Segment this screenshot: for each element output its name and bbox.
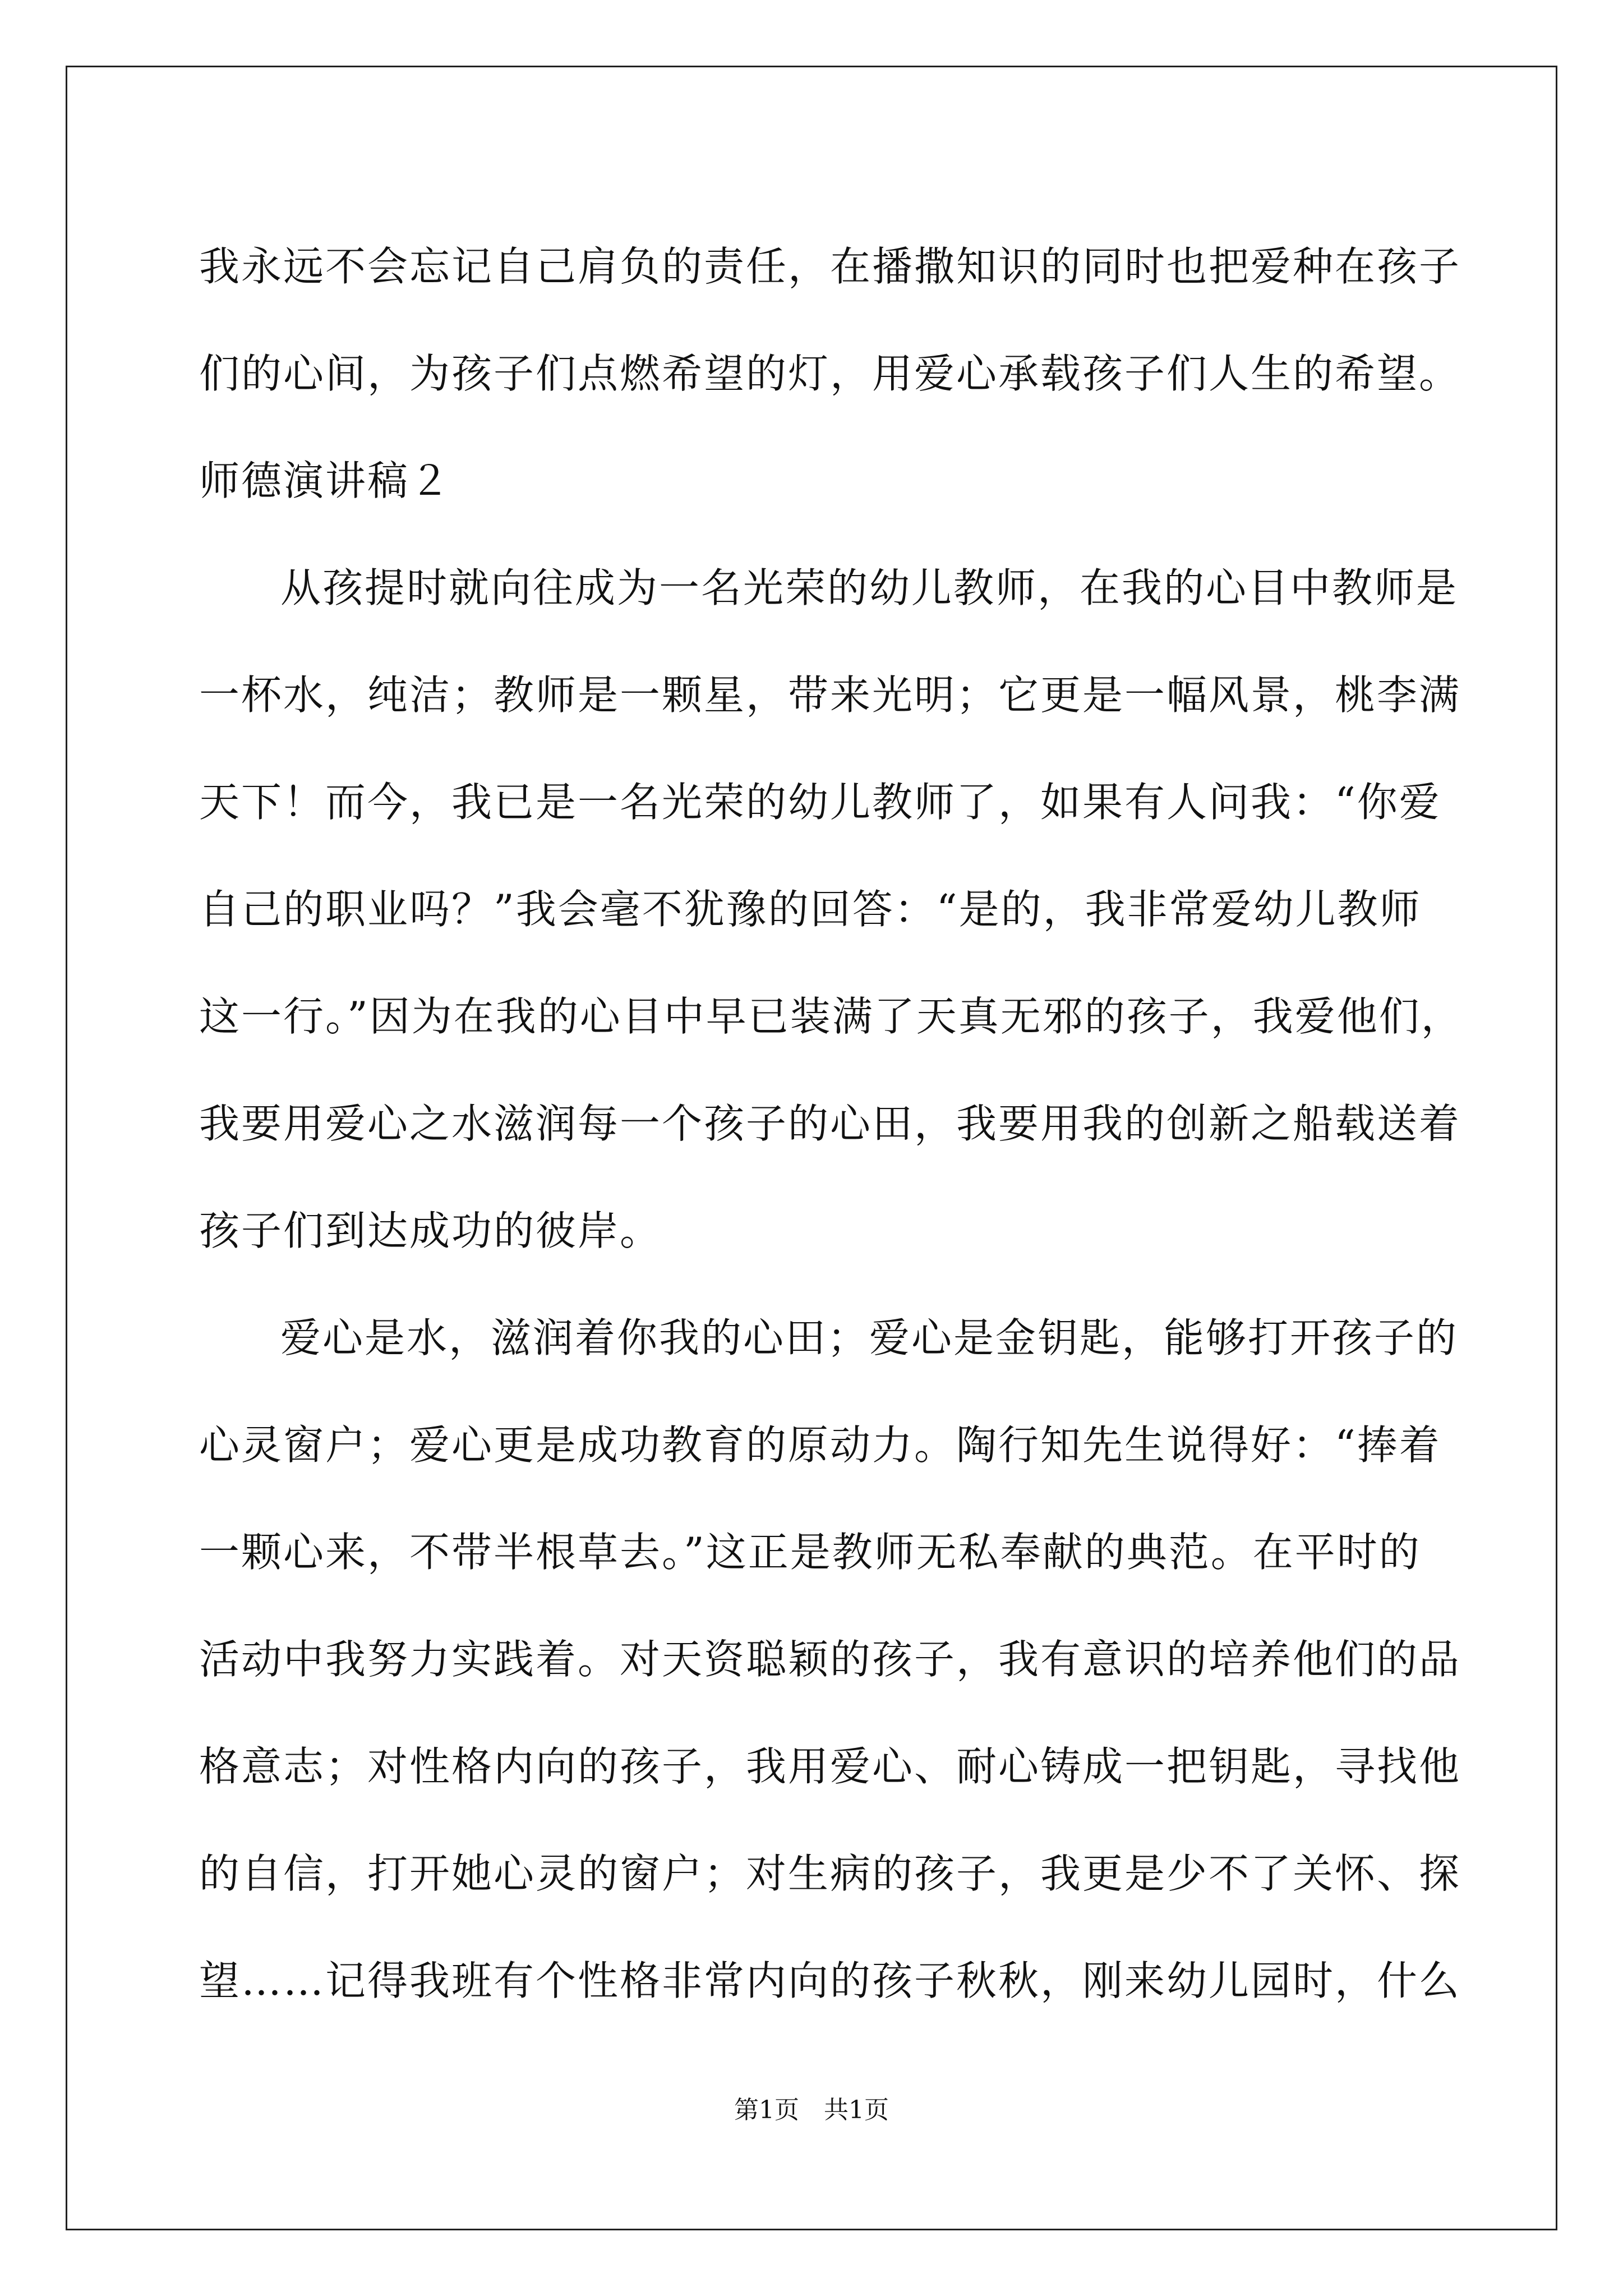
page-footer	[0, 2090, 1623, 2125]
document-body	[199, 213, 1463, 2035]
page-number: 第1页 共1页	[734, 2096, 889, 2124]
text-line: 心灵窗户；爱心更是成功教育的原动力。陶行知先生说得好：“捧着	[199, 1421, 1441, 1469]
text-line: 活动中我努力实践着。对天资聪颖的孩子，我有意识的培养他们的品	[199, 1636, 1461, 1683]
text-line: 格意志；对性格内向的孩子，我用爱心、耐心铸成一把钥匙，寻找他	[199, 1743, 1461, 1790]
text-line: 望……记得我班有个性格非常内向的孩子秋秋，刚来幼儿园时，什么	[199, 1957, 1461, 2004]
section-heading: 师德演讲稿２	[199, 457, 452, 504]
text-line: 这一行。”因为在我的心目中早已装满了天真无邪的孩子，我爱他们，	[199, 993, 1463, 1040]
text-line: 孩子们到达成功的彼岸。	[199, 1207, 662, 1254]
text-line: 们的心间，为孩子们点燃希望的灯，用爱心承载孩子们人生的希望。	[199, 350, 1461, 397]
text-line: 我永远不会忘记自己肩负的责任，在播撒知识的同时也把爱种在孩子	[199, 243, 1461, 290]
text-line: 自己的职业吗？”我会毫不犹豫的回答：“是的，我非常爱幼儿教师	[199, 886, 1422, 933]
text-line: 我要用爱心之水滋润每一个孩子的心田，我要用我的创新之船载送着	[199, 1100, 1461, 1147]
text-line: 天下！而今，我已是一名光荣的幼儿教师了，如果有人问我：“你爱	[199, 779, 1441, 826]
paragraph-first-line: 爱心是水，滋润着你我的心田；爱心是金钥匙，能够打开孩子的	[280, 1314, 1459, 1361]
text-line: 一杯水，纯洁；教师是一颗星，带来光明；它更是一幅风景，桃李满	[199, 671, 1461, 719]
paragraph-first-line: 从孩提时就向往成为一名光荣的幼儿教师，在我的心目中教师是	[280, 564, 1459, 611]
text-line: 一颗心来，不带半根草去。”这正是教师无私奉献的典范。在平时的	[199, 1529, 1421, 1576]
text-line: 的自信，打开她心灵的窗户；对生病的孩子，我更是少不了关怀、探	[199, 1850, 1461, 1897]
